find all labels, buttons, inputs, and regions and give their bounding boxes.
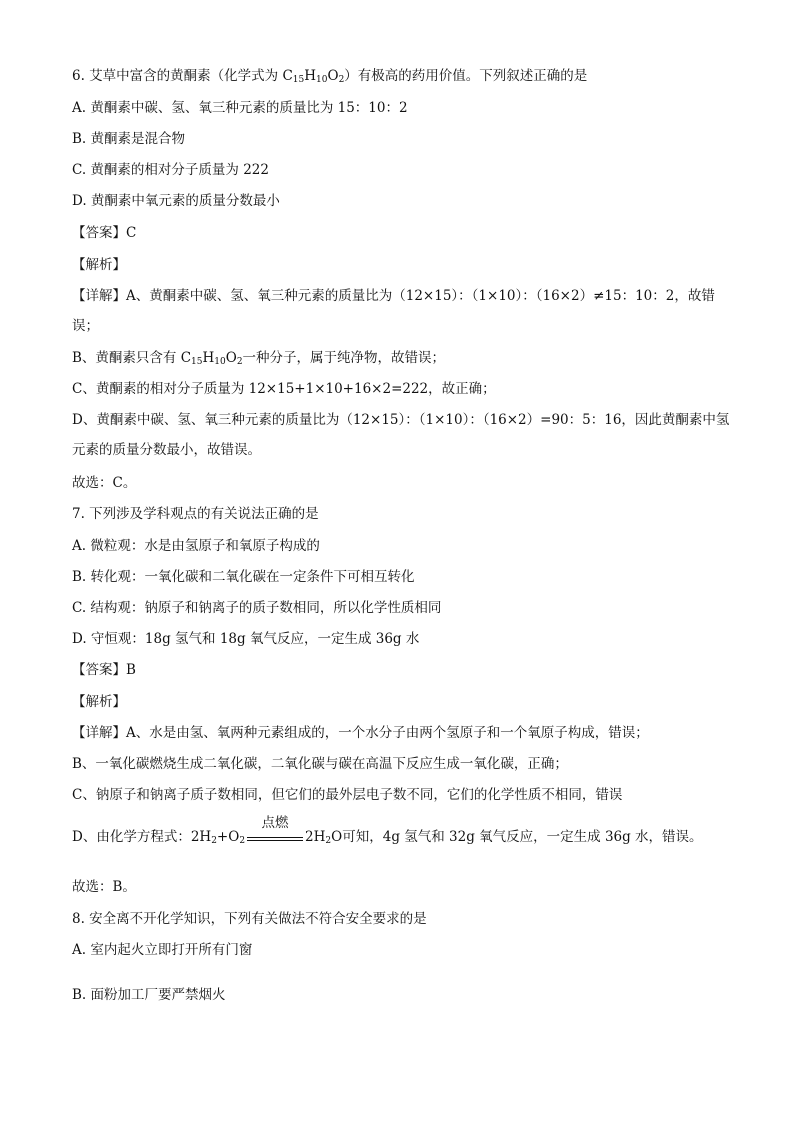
q6-detail-b: B、黄酮素只含有 $C_{15}H_{10}O_2$一种分子，属于纯净物，故错误； [72, 350, 446, 367]
q6-option-d: D. 黄酮素中氧元素的质量分数最小 [72, 193, 280, 209]
q6-answer: 【答案】C [72, 225, 137, 241]
q7-option-b: B. 转化观：一氧化碳和二氧化碳在一定条件下可相互转化 [72, 569, 415, 585]
q7-stem: 7. 下列涉及学科观点的有关说法正确的是 [72, 506, 319, 522]
q8-option-a: A. 室内起火立即打开所有门窗 [72, 942, 253, 958]
q6-option-b: B. 黄酮素是混合物 [72, 131, 186, 147]
q7-detail-d-equation: D、由化学方程式：$2H_2+O_2$ 点燃 $2H_2O$可知，4g 氢气和 32g 氧气反应，一定生成 36g 水，错误。 [72, 815, 703, 846]
q6-option-a: A. 黄酮素中碳、氢、氧三种元素的质量比为 15：10：2 [72, 100, 408, 116]
q6-option-c: C. 黄酮素的相对分子质量为 222 [72, 162, 269, 178]
q7-detail-b: B、一氧化碳燃烧生成二氧化碳，二氧化碳与碳在高温下反应生成一氧化碳，正确； [72, 756, 568, 772]
reaction-arrow [247, 815, 303, 847]
q7-option-c: C. 结构观：钠原子和钠离子的质子数相同，所以化学性质相同 [72, 600, 442, 616]
q7-detail-c: C、钠原子和钠离子质子数相同，但它们的最外层电子数不同，它们的化学性质不相同，错误 [72, 787, 623, 803]
q7-choose: 故选：B。 [72, 879, 136, 895]
q6-detail-a: 【详解】A、黄酮素中碳、氢、氧三种元素的质量比为（12×15）：（1×10）：（16×2）≠15：10：2，故错误； [72, 288, 715, 334]
q7-detail-a: 【详解】A、水是由氢、氧两种元素组成的，一个水分子由两个氢原子和一个氧原子构成，错误； [72, 725, 649, 741]
q7-option-d: D. 守恒观：18g 氢气和 18g 氧气反应，一定生成 36g 水 [72, 631, 420, 647]
q6-stem: 6. 艾草中富含的黄酮素（化学式为 $C_{15}H_{10}O_2$）有极高的药用价值。下列叙述正确的是 [72, 68, 588, 85]
reaction-condition: 点燃 [261, 815, 289, 831]
q7-option-a: A. 微粒观：水是由氢原子和氧原子构成的 [72, 538, 320, 554]
q6-choose: 故选：C。 [72, 475, 137, 491]
q6-detail-c: C、黄酮素的相对分子质量为 12×15+1×10+16×2=222，故正确； [72, 381, 496, 397]
q7-analysis-heading: 【解析】 [72, 694, 126, 710]
q7-answer: 【答案】B [72, 662, 136, 678]
q8-option-b: B. 面粉加工厂要严禁烟火 [72, 987, 226, 1003]
q6-analysis-heading: 【解析】 [72, 257, 126, 273]
q6-detail-d: D、黄酮素中碳、氢、氧三种元素的质量比为（12×15）：（1×10）：（16×2）=90：5：16，因此黄酮素中氢元素的质量分数最小，故错误。 [72, 412, 730, 458]
q8-stem: 8. 安全离不开化学知识，下列有关做法不符合安全要求的是 [72, 911, 427, 927]
